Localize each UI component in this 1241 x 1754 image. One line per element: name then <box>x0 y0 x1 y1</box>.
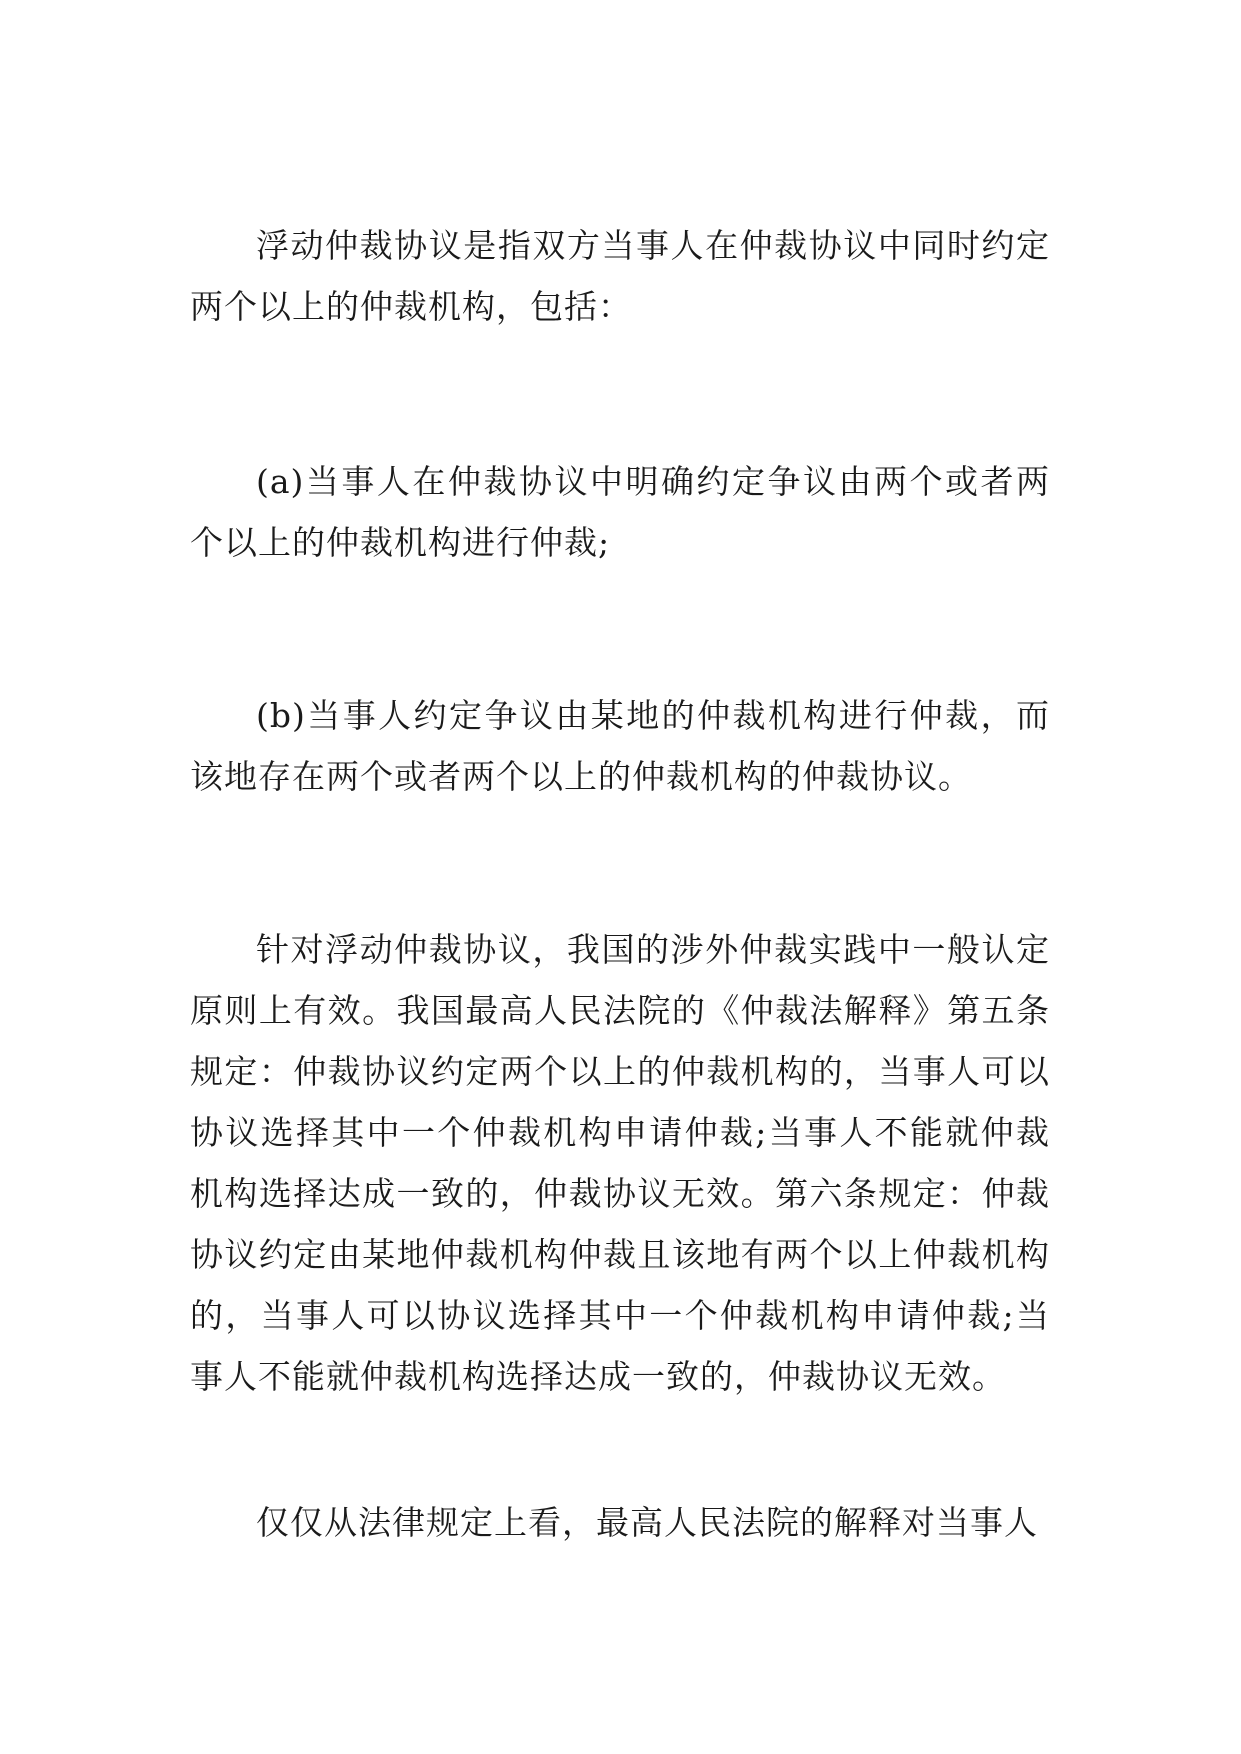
paragraph-judicial-interpretation: 针对浮动仲裁协议，我国的涉外仲裁实践中一般认定原则上有效。我国最高人民法院的《仲裁法解释》第五条规定：仲裁协议约定两个以上的仲裁机构的，当事人可以协议选择其中一个仲裁机构申请仲裁;当事人不能就仲裁机构选择达成一致的，仲裁协议无效。第六条规定：仲裁协议约定由某地仲裁机构仲裁且该地有两个以上仲裁机构的，当事人可以协议选择其中一个仲裁机构申请仲裁;当事人不能就仲裁机构选择达成一致的，仲裁协议无效。 <box>190 930 1050 1396</box>
paragraph-case-b: (b)当事人约定争议由某地的仲裁机构进行仲裁，而该地存在两个或者两个以上的仲裁机构的仲裁协议。 <box>190 696 1050 796</box>
paragraph-definition: 浮动仲裁协议是指双方当事人在仲裁协议中同时约定两个以上的仲裁机构，包括： <box>190 226 1050 326</box>
paragraph-case-a: (a)当事人在仲裁协议中明确约定争议由两个或者两个以上的仲裁机构进行仲裁; <box>190 462 1050 562</box>
paragraph-legal-analysis: 仅仅从法律规定上看，最高人民法院的解释对当事人 <box>256 1503 1038 1542</box>
